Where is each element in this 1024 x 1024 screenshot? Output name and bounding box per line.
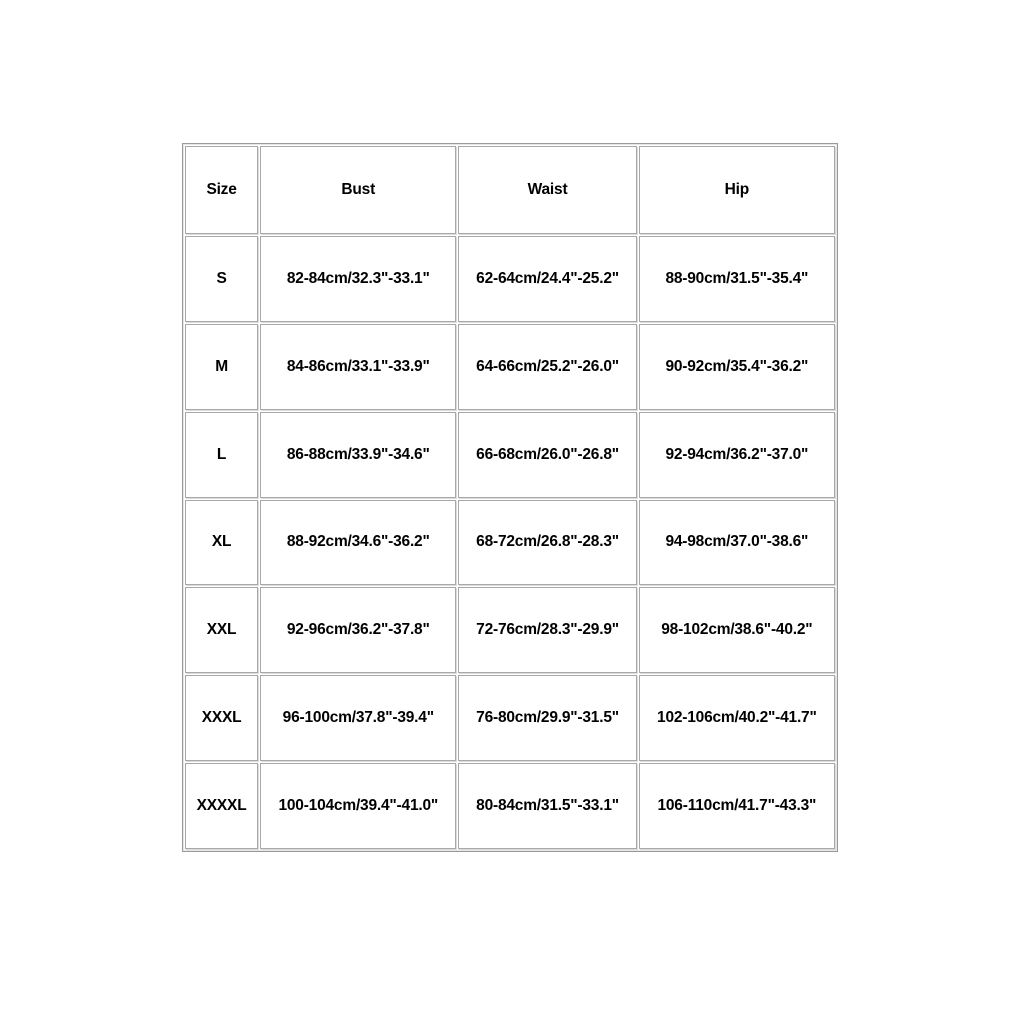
hip-cell: 98-102cm/38.6"-40.2" <box>639 587 835 673</box>
waist-cell: 62-64cm/24.4"-25.2" <box>458 236 636 322</box>
hip-cell: 106-110cm/41.7"-43.3" <box>639 763 835 849</box>
header-size: Size <box>185 146 258 234</box>
hip-cell: 88-90cm/31.5"-35.4" <box>639 236 835 322</box>
header-hip: Hip <box>639 146 835 234</box>
waist-cell: 68-72cm/26.8"-28.3" <box>458 500 636 586</box>
size-cell: XXL <box>185 587 258 673</box>
waist-cell: 76-80cm/29.9"-31.5" <box>458 675 636 761</box>
hip-cell: 92-94cm/36.2"-37.0" <box>639 412 835 498</box>
table-row <box>185 236 835 322</box>
table-row <box>185 324 835 410</box>
bust-cell: 92-96cm/36.2"-37.8" <box>260 587 456 673</box>
size-cell: XXXXL <box>185 763 258 849</box>
hip-cell: 102-106cm/40.2"-41.7" <box>639 675 835 761</box>
size-cell: XXXL <box>185 675 258 761</box>
size-cell: XL <box>185 500 258 586</box>
hip-cell: 90-92cm/35.4"-36.2" <box>639 324 835 410</box>
table-row <box>185 763 835 849</box>
waist-cell: 72-76cm/28.3"-29.9" <box>458 587 636 673</box>
waist-cell: 66-68cm/26.0"-26.8" <box>458 412 636 498</box>
size-cell: L <box>185 412 258 498</box>
size-cell: S <box>185 236 258 322</box>
size-cell: M <box>185 324 258 410</box>
size-table <box>183 144 837 851</box>
header-bust: Bust <box>260 146 456 234</box>
waist-cell: 80-84cm/31.5"-33.1" <box>458 763 636 849</box>
table-row <box>185 412 835 498</box>
table-row <box>185 587 835 673</box>
bust-cell: 84-86cm/33.1"-33.9" <box>260 324 456 410</box>
bust-cell: 82-84cm/32.3"-33.1" <box>260 236 456 322</box>
size-chart <box>182 143 838 852</box>
bust-cell: 96-100cm/37.8"-39.4" <box>260 675 456 761</box>
header-waist: Waist <box>458 146 636 234</box>
table-row <box>185 675 835 761</box>
table-row <box>185 500 835 586</box>
bust-cell: 86-88cm/33.9"-34.6" <box>260 412 456 498</box>
waist-cell: 64-66cm/25.2"-26.0" <box>458 324 636 410</box>
bust-cell: 88-92cm/34.6"-36.2" <box>260 500 456 586</box>
hip-cell: 94-98cm/37.0"-38.6" <box>639 500 835 586</box>
header-row <box>185 146 835 234</box>
bust-cell: 100-104cm/39.4"-41.0" <box>260 763 456 849</box>
